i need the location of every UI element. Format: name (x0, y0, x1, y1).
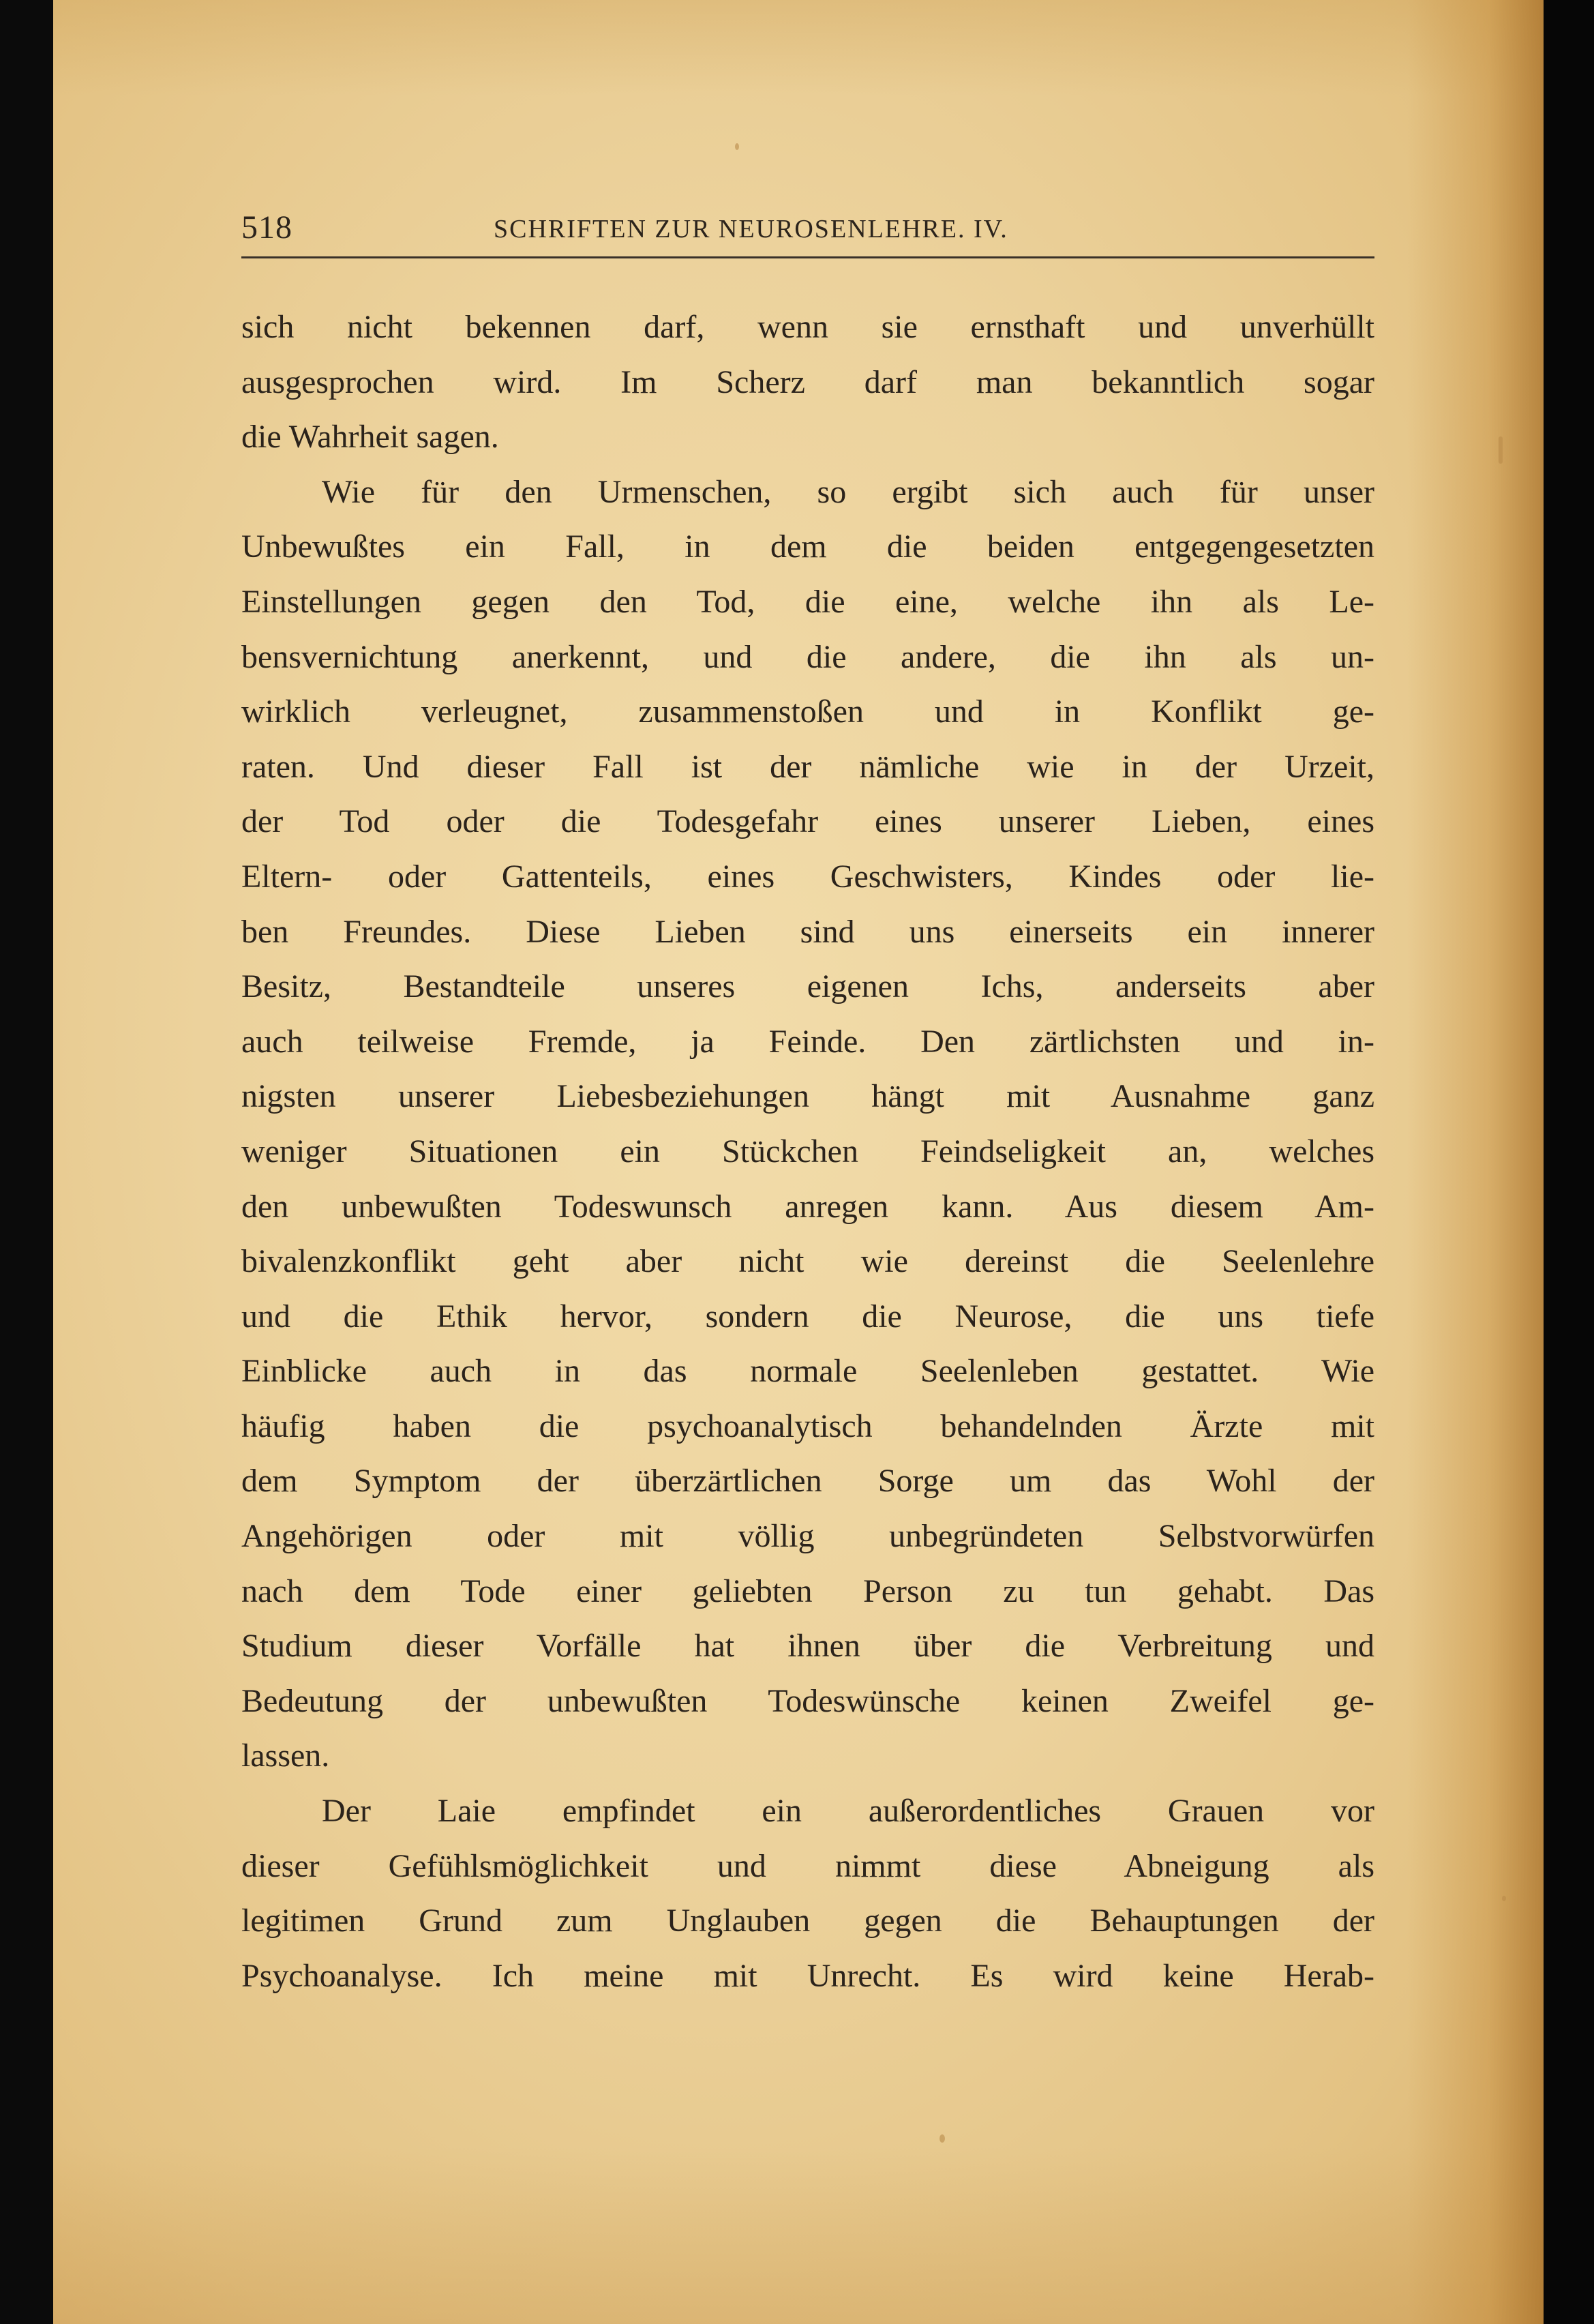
text-line: nach dem Tode einer geliebten Person zu tun gehabt. Das (241, 1573, 1374, 1609)
text-line: bensvernichtung anerkennt, und die andere, die ihn als un- (241, 638, 1374, 675)
paper-stain-bottom (53, 2147, 1544, 2324)
text-line: Einstellungen gegen den Tod, die eine, welche ihn als Le- (241, 583, 1374, 620)
text-line: Psychoanalyse. Ich meine mit Unrecht. Es wird keine Herab- (241, 1957, 1374, 1994)
body-text (241, 300, 1374, 2003)
text-line: raten. Und dieser Fall ist der nämliche wie in der Urzeit, (241, 748, 1374, 785)
text-line: weniger Situationen ein Stückchen Feindseligkeit an, welches (241, 1133, 1374, 1170)
text-line: Wie für den Urmenschen, so ergibt sich auch für unser (322, 473, 1374, 510)
text-line: Unbewußtes ein Fall, in dem die beiden entgegengesetzten (241, 528, 1374, 565)
running-header (241, 206, 1374, 254)
text-line: dem Symptom der überzärtlichen Sorge um das Wohl der (241, 1463, 1374, 1500)
text-line: bivalenzkonflikt geht aber nicht wie dereinst die Seelenlehre (241, 1243, 1374, 1280)
text-line: Eltern- oder Gattenteils, eines Geschwisters, Kindes oder lie- (241, 858, 1374, 895)
text-line: den unbewußten Todeswunsch anregen kann. Aus diesem Am- (241, 1188, 1374, 1225)
text-line: häufig haben die psychoanalytisch behandelnden Ärzte mit (241, 1407, 1374, 1444)
text-line: die Wahrheit sagen. (241, 419, 499, 456)
text-line: Besitz, Bestandteile unseres eigenen Ichs, anderseits aber (241, 968, 1374, 1005)
text-line: Studium dieser Vorfälle hat ihnen über die Verbreitung und (241, 1628, 1374, 1665)
text-line: Der Laie empfindet ein außerordentliches Grauen vor (322, 1793, 1374, 1830)
text-line: ben Freundes. Diese Lieben sind uns einerseits ein innerer (241, 913, 1374, 950)
text-line: ausgesprochen wird. Im Scherz darf man bekanntlich sogar (241, 363, 1374, 400)
running-title: SCHRIFTEN ZUR NEUROSENLEHRE. IV. (494, 215, 1008, 243)
text-line: und die Ethik hervor, sondern die Neurose, die uns tiefe (241, 1298, 1374, 1335)
text-line: dieser Gefühlsmöglichkeit und nimmt diese Abneigung als (241, 1847, 1374, 1884)
paper-fleck (939, 2134, 945, 2143)
text-line: sich nicht bekennen darf, wenn sie ernsthaft und unverhüllt (241, 309, 1374, 345)
page-number: 518 (241, 209, 292, 245)
text-line: Einblicke auch in das normale Seelenleben gestattet. Wie (241, 1353, 1374, 1390)
paper-edge-shade (1407, 0, 1544, 2324)
text-line: auch teilweise Fremde, ja Feinde. Den zärtlichsten und in- (241, 1023, 1374, 1060)
paper-stain-top (53, 0, 1544, 95)
scan-border (1544, 0, 1594, 2324)
text-line: legitimen Grund zum Unglauben gegen die Behauptungen der (241, 1903, 1374, 1939)
text-line: Angehörigen oder mit völlig unbegründeten Selbstvorwürfen (241, 1518, 1374, 1555)
text-line: lassen. (241, 1738, 330, 1774)
text-line: der Tod oder die Todesgefahr eines unserer Lieben, eines (241, 803, 1374, 840)
header-rule (241, 256, 1374, 258)
text-line: nigsten unserer Liebesbeziehungen hängt mit Ausnahme ganz (241, 1078, 1374, 1115)
paper-fleck (1499, 436, 1503, 464)
text-line: wirklich verleugnet, zusammenstoßen und in Konflikt ge- (241, 694, 1374, 730)
text-line: Bedeutung der unbewußten Todeswünsche keinen Zweifel ge- (241, 1682, 1374, 1719)
paper-fleck (735, 143, 739, 150)
paper-fleck (1502, 1896, 1506, 1901)
